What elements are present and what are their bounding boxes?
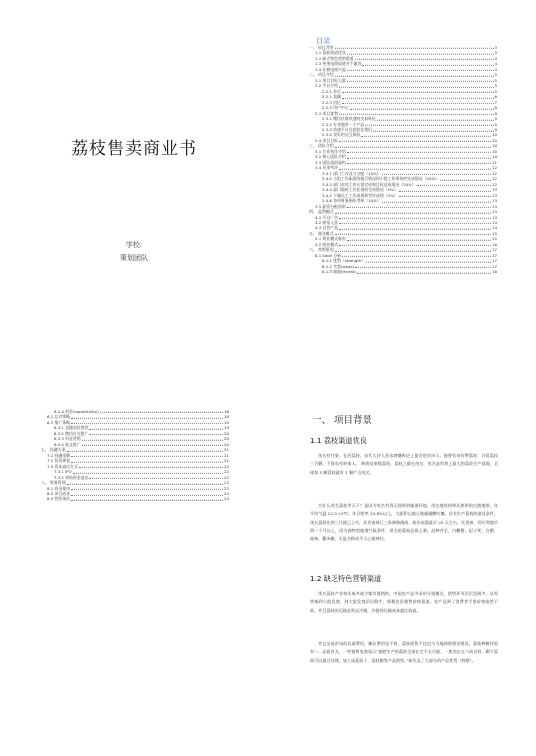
toc-dot-leader <box>100 412 223 413</box>
toc-entry-page-number: 9 <box>494 110 497 116</box>
toc-dot-leader <box>357 272 491 273</box>
toc-entry-page-number: 19 <box>224 425 229 431</box>
toc-entry-page-number: 3 <box>494 50 497 56</box>
toc-entry-label: 3.4.4 部门临时工作任务的完成情况（5%） <box>322 187 398 193</box>
toc-entry-page-number: 17 <box>492 252 497 258</box>
toc-entry-page-number: 10 <box>492 154 497 160</box>
toc-entry-page-number: 3 <box>494 55 497 61</box>
toc-entry-page-number: 24 <box>224 491 229 497</box>
toc-dot-leader <box>89 478 223 479</box>
section-heading-1-1: 1.1 荔枝渠道优良 <box>310 436 367 445</box>
toc-entry-label: 2.2.3 回忆 <box>322 99 341 105</box>
toc-entry-label: 6.3.4 软文推广 <box>54 441 81 447</box>
toc-entry-label: 2.3.2 专业地讲一个产品 <box>322 121 365 127</box>
toc-dot-leader <box>373 130 493 131</box>
toc-dot-leader <box>67 483 223 484</box>
toc-entry-page-number: 21 <box>224 452 229 458</box>
toc-entry-page-number: 13 <box>492 187 497 193</box>
toc-dot-leader <box>342 97 494 98</box>
toc-dot-leader <box>79 467 223 468</box>
toc-entry-page-number: 21 <box>224 447 229 453</box>
toc-dot-leader <box>71 489 223 490</box>
toc-entry-page-number: 12 <box>492 176 497 182</box>
toc-entry-page-number: 20 <box>224 436 229 442</box>
toc-heading: 目录 <box>316 37 330 45</box>
section-heading-1-2: 1.2 缺乏特色营销渠道 <box>310 574 382 583</box>
toc-dot-leader <box>347 81 494 82</box>
toc-entry-page-number: 23 <box>224 485 229 491</box>
toc-dot-leader <box>339 223 491 224</box>
toc-entry-label: 2.3.4 良好的交互体验 <box>322 132 361 138</box>
toc-dot-leader <box>67 451 223 452</box>
toc-entry-label: 七、 投融方案 <box>41 447 66 453</box>
toc-entry-label: 四、 盈利模式 <box>309 209 334 215</box>
toc-entry-page-number: 20 <box>224 430 229 436</box>
cover-page <box>0 0 268 378</box>
toc-dot-leader <box>399 190 491 191</box>
toc-dot-leader <box>339 141 491 142</box>
toc-entry-page-number: 13 <box>492 214 497 220</box>
toc-dot-leader <box>339 114 494 115</box>
toc-entry-page-number: 18 <box>492 269 497 275</box>
toc-entry-label: 6.3.1 直播卖价推荐 <box>54 425 89 431</box>
toc-entry-label: 6.3.3 抖音营销 <box>54 436 81 442</box>
toc-entry-page-number: 9 <box>494 127 497 133</box>
toc-dot-leader <box>355 59 494 60</box>
toc-entry-page-number: 10 <box>492 148 497 154</box>
toc-dot-leader <box>71 461 223 462</box>
toc-dot-leader <box>347 70 494 71</box>
toc-entry-label: 3.2 核心团队介绍 <box>315 154 346 160</box>
toc-entry-label: 6.1 Swot 分析 <box>315 252 341 258</box>
toc-entry-label: 4.2 商家入驻 <box>315 219 338 225</box>
toc-entry-label: 2.4 项目目标 <box>315 137 338 143</box>
toc-dot-leader <box>342 256 491 257</box>
toc-entry-page-number: 7 <box>494 99 497 105</box>
toc-dot-leader <box>347 158 491 159</box>
toc-dot-leader <box>347 163 491 164</box>
toc-entry-label: 1.4 社群电商兴起 <box>315 66 346 72</box>
toc-dot-leader <box>361 136 491 137</box>
toc-dot-leader <box>71 418 223 419</box>
toc-dot-leader <box>71 456 223 457</box>
toc-entry-label: 1.1 荔枝渠道优良 <box>315 50 346 56</box>
toc-entry-page-number: 5 <box>494 83 497 89</box>
toc-dot-leader <box>89 434 223 435</box>
toc-entry-label: 4.3 自营产品 <box>315 225 338 231</box>
toc-entry-label: 六、 营销策划 <box>309 247 334 253</box>
toc-dot-leader <box>82 445 223 446</box>
toc-entry-page-number: 8 <box>494 105 497 111</box>
toc-dot-leader <box>399 196 491 197</box>
toc-dot-leader <box>335 212 491 213</box>
toc-entry-page-number: 12 <box>492 170 497 176</box>
toc-entry-label: 2.3.1 微信社群快速的交易转化 <box>322 116 376 122</box>
toc-entry-page-number: 17 <box>492 258 497 264</box>
section-1-1-paragraph-2: 为什么茂名荔枝甲天下？是因为茂名有得天独厚的地理环境，茂名地处热带亚热带的过渡地带，年平均气温 22.5-23℃，年日照率 35.4%以上，大面积山地丘陵属燥酸红壤，具有生产荔枝的最佳条件。茂名荔枝在四三月就已上市，比有南珠江三角洲和闽南、桂东南荔最早 20 天左右，比贵州、四川等地早两一个月以上，因为独特的地理气候条件，茂名的荔枝品质上乘，品种齐全，白糖罂、妃子笑、白腊、桂味、糯米糍、无是名称成令人心驰神往。 <box>310 503 498 542</box>
toc-dot-leader <box>377 119 494 120</box>
toc-dot-leader <box>335 48 494 49</box>
toc-entry[interactable] <box>309 269 497 274</box>
body-page <box>268 378 536 756</box>
toc-entry-label: 2.1 项目目标人群 <box>315 77 346 83</box>
toc-entry-label: 6.3 推广策略 <box>47 419 70 425</box>
toc-dot-leader <box>342 103 494 104</box>
toc-entry-page-number: 13 <box>492 198 497 204</box>
toc-dot-leader <box>417 185 491 186</box>
toc-dot-leader <box>347 207 491 208</box>
toc-dot-leader <box>382 201 491 202</box>
cover-team-label: 策划团队 <box>120 254 148 262</box>
toc-entry-label: 8.3 营收预估 <box>47 496 70 502</box>
toc-entry-page-number: 10 <box>492 132 497 138</box>
toc-entry-label: 2.2 平台介绍 <box>315 83 338 89</box>
toc-entry-label: 3.5 薪资分配原则 <box>315 203 346 209</box>
toc-entry-page-number: 3 <box>494 44 497 50</box>
toc-entry-page-number: 17 <box>492 263 497 269</box>
toc-entry-label: 3.4.1 部门工作及与分配（10%） <box>322 170 381 176</box>
toc-entry-page-number: 18 <box>224 414 229 420</box>
toc-dot-leader <box>89 429 223 430</box>
toc-entry-label: 3.4 业绩考评 <box>315 165 338 171</box>
toc-entry-page-number: 11 <box>492 159 497 165</box>
toc-entry-page-number: 13 <box>492 203 497 209</box>
toc-entry-label: 1.3 传统电商渠道并不兼容 <box>315 61 362 67</box>
toc-entry-page-number: 10 <box>492 137 497 143</box>
toc-entry-label: 8.2 项目成本 <box>47 491 70 497</box>
toc-entry-page-number: 9 <box>494 121 497 127</box>
toc-entry-page-number: 21 <box>224 458 229 464</box>
toc-dot-leader <box>347 240 491 241</box>
toc-entry-label: 2.2.1 首页 <box>322 88 341 94</box>
toc-entry-label: 6.2 总对策略 <box>47 414 70 420</box>
toc-dot-leader <box>71 500 223 501</box>
toc-entry-label: 7.3.2 初始资金退出 <box>54 474 89 480</box>
toc-entry-label: 2.3.3 快速平台在此收在我们 <box>322 127 373 133</box>
toc-dot-leader <box>366 262 491 263</box>
toc-entry-label: 5.2 商业模式 <box>315 241 338 247</box>
toc-entry-label: 4.1 平台广告 <box>315 214 338 220</box>
toc-dot-leader <box>335 76 494 77</box>
toc-dot-leader <box>339 229 491 230</box>
toc-entry-page-number: 17 <box>492 247 497 253</box>
toc-entry-page-number: 13 <box>492 209 497 215</box>
toc-entry-page-number: 12 <box>492 165 497 171</box>
toc-entry-label: 6.1.3 威胁(threat) <box>322 269 356 275</box>
toc-entry-label: 7.3.1 IPO <box>54 469 72 475</box>
cover-school-label: 学校: <box>125 241 143 249</box>
toc-entry-label: 7.3 资本退出方式 <box>47 463 78 469</box>
toc-entry-label: 3.4.3 部门布项工作计划完成和目标达成情况（20%） <box>322 181 416 187</box>
toc-entry-label: 8.1 资金使用 <box>47 485 70 491</box>
toc-dot-leader <box>339 245 491 246</box>
toc-entry-label: 6.1.4 机会(opportunity) <box>54 408 99 414</box>
toc-dot-leader <box>339 169 491 170</box>
toc-entry-label: 1.2 缺乏特色营销渠道 <box>315 55 354 61</box>
toc-entry-page-number: 9 <box>494 116 497 122</box>
toc-entry-page-number: 23 <box>224 480 229 486</box>
toc-dot-leader <box>342 92 494 93</box>
toc-entry-label: 6.3.2 微信社交推广 <box>54 430 89 436</box>
toc-dot-leader <box>382 174 491 175</box>
toc-entry-page-number: 14 <box>492 219 497 225</box>
toc-list <box>309 45 497 275</box>
toc-entry-page-number: 18 <box>224 408 229 414</box>
toc-entry-page-number: 10 <box>492 143 497 149</box>
toc-dot-leader <box>362 65 493 66</box>
toc-dot-leader <box>73 472 223 473</box>
toc-entry-label: 3.1 合作伙伴介绍 <box>315 148 346 154</box>
toc-entry-page-number: 5 <box>494 77 497 83</box>
toc-entry-page-number: 22 <box>224 474 229 480</box>
toc-entry-label: 6.1.1 优势（strength） <box>322 258 366 264</box>
toc-dot-leader <box>335 251 491 252</box>
toc-entry-page-number: 15 <box>492 236 497 242</box>
toc-dot-leader <box>347 152 491 153</box>
toc-dot-leader <box>71 494 223 495</box>
toc-entry-page-number: 22 <box>224 469 229 475</box>
toc-entry-page-number: 6 <box>494 94 497 100</box>
toc-entry-label: 3.4.6 各项财务指标考核（10%） <box>322 198 381 204</box>
toc-dot-leader <box>335 234 491 235</box>
toc-entry-page-number: 14 <box>492 225 497 231</box>
toc-entry-label: 八、 财务管理 <box>41 480 66 486</box>
toc-entry-label: 三、 团队介绍 <box>309 143 334 149</box>
toc-entry-label: 6.1.2 劣势(weak) <box>322 263 355 269</box>
toc-entry-page-number: 4 <box>494 66 497 72</box>
toc-entry-label: 3.4.5 下属员工工作表现和考评成绩（5%） <box>322 192 398 198</box>
toc-dot-leader <box>365 125 493 126</box>
toc-entry-label: 7.2 投资规划 <box>47 458 70 464</box>
toc-dot-leader <box>339 87 494 88</box>
toc-entry-page-number: 5 <box>494 72 497 78</box>
toc-entry-page-number: 24 <box>224 496 229 502</box>
toc-dot-leader <box>339 218 491 219</box>
toc-entry-page-number: 5 <box>494 88 497 94</box>
toc-entry-label: 7.1 投融金额 <box>47 452 70 458</box>
toc-entry-page-number: 13 <box>492 192 497 198</box>
section-1-2-paragraph-2: 并且交易市场的店面费用，摊位费用也不低，荔枝销售不佳也与当地网络建设建设，荔枝种植经验有一，品质有关，一些销售电商表示“最肥生产的荔枝全部在完不太可能，一般卖出五六成这样，剩下荔枝可以通过处理，加工成荔枝干、荔枝酿等产品销售。”却失去了大部分的产品优势（鲜紫）。 <box>310 641 498 663</box>
section-1-2-paragraph-1: 茂名荔枝产业每年或多或少都有滞销的，中国农产品多采用分销模式，销售环节层层盘剥多，从零售端到小批发商，到大批发商层层倒手，即便农民销售价格很低，农产品到了消费者手里价格依然不低，并且荔枝的运输必须走冷链，冷链的运输成本就比较高。 <box>310 591 498 613</box>
toc-entry-page-number: 19 <box>224 419 229 425</box>
toc-entry-page-number: 22 <box>224 463 229 469</box>
toc-dot-leader <box>355 267 491 268</box>
toc-entry-page-number: 12 <box>492 181 497 187</box>
toc-dot-leader <box>82 440 223 441</box>
chapter-heading: 一、 项目背景 <box>312 415 373 426</box>
toc-entry[interactable] <box>41 497 229 502</box>
section-1-1-paragraph-1: 茂名有往果，在河荔枝，宋代大诗人苏东坡继称史上最会吃的诗人，他曾有诗句赞荔枝：日啖荔枝三百颗，不辞长作岭南人。 岭南佳果数荔枝，荔枝之最在茂名，茂名是世界上最大的荔枝生产基地，全球每 5 颗荔枝就有 1 颗产自茂名。 <box>310 453 498 475</box>
toc-entry-label: 2.3 项目优势 <box>315 110 338 116</box>
toc-entry-label: 5.1 商业模式画布 <box>315 236 346 242</box>
toc-list-continued <box>41 409 229 502</box>
toc-entry-label: 3.3 团队组织架构 <box>315 159 346 165</box>
toc-dot-leader <box>347 54 494 55</box>
toc-entry-page-number: 16 <box>492 241 497 247</box>
toc-entry-label: 一、 项目背景 <box>309 44 334 50</box>
toc-entry-page-number: 20 <box>224 441 229 447</box>
toc-dot-leader <box>335 147 491 148</box>
cover-title: 荔枝售卖商业书 <box>71 139 197 159</box>
toc-entry-label: 2.2.3 用户中心 <box>322 105 349 111</box>
toc-dot-leader <box>440 180 491 181</box>
toc-entry-label: 二、 项目介绍 <box>309 72 334 78</box>
toc-entry-label: 2.2.2 直播 <box>322 94 341 100</box>
toc-entry-page-number: 15 <box>492 230 497 236</box>
toc-entry-page-number: 4 <box>494 61 497 67</box>
toc-entry-label: 五、 商业模式 <box>309 230 334 236</box>
toc-dot-leader <box>71 423 223 424</box>
toc-entry-label: 3.4.2 小组工作职责的履行情况和小组工作绩效的完成情况（20%） <box>322 176 440 182</box>
toc-dot-leader <box>350 108 494 109</box>
